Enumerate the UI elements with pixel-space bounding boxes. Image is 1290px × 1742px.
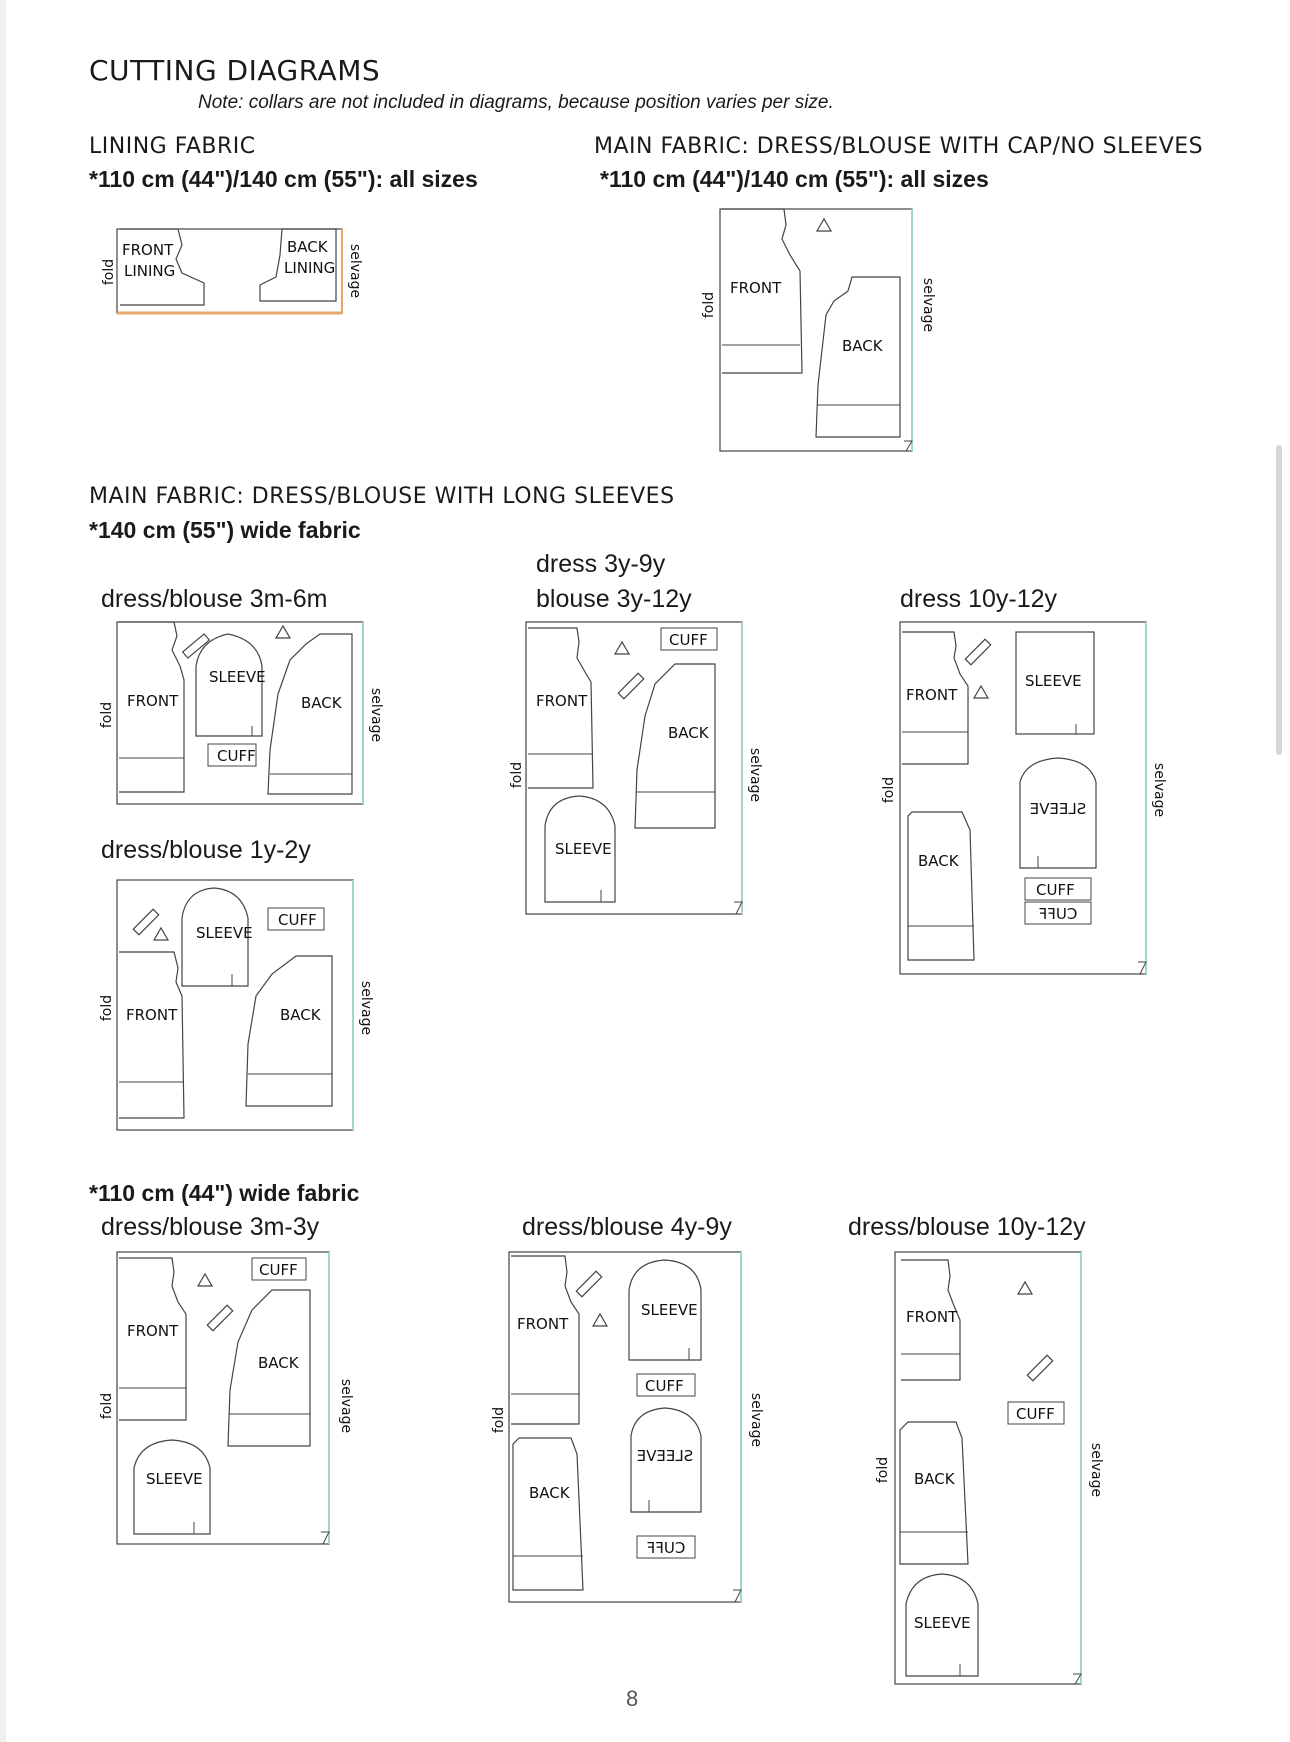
d6-cuff: CUFF [645, 1377, 684, 1395]
d2-label1: dress 3y-9y [536, 550, 666, 578]
d6-front: FRONT [517, 1315, 569, 1333]
d7-cuff: CUFF [1016, 1405, 1055, 1423]
d2-label2: blouse 3y-12y [536, 585, 692, 613]
cap-front-label: FRONT [730, 279, 782, 297]
lining-front-2: LINING [124, 262, 176, 280]
d4-sleeve: SLEEVE [196, 924, 253, 942]
lining-front-1: FRONT [122, 241, 174, 259]
d6-sleeve: SLEEVE [641, 1301, 698, 1319]
d6-cuff-mirrored: CUFF [646, 1539, 686, 1557]
d6-sleeve-mirrored: SLEEVE [636, 1447, 694, 1465]
lining-selvage: selvage [347, 243, 363, 299]
d5-diagram [92, 1250, 372, 1550]
d7-front: FRONT [906, 1308, 958, 1326]
d3-label: dress 10y-12y [900, 585, 1058, 613]
d2-diagram [505, 620, 765, 920]
scrollbar-thumb[interactable] [1276, 445, 1282, 755]
lining-heading: LINING FABRIC [89, 134, 256, 159]
d3-back: BACK [918, 852, 959, 870]
d1-selvage: selvage [368, 687, 384, 743]
d1-label: dress/blouse 3m-6m [101, 585, 328, 613]
cap-selvage: selvage [920, 277, 936, 333]
d7-back: BACK [914, 1470, 955, 1488]
d2-cuff: CUFF [669, 631, 708, 649]
d1-cuff: CUFF [217, 747, 256, 765]
d2-back: BACK [668, 724, 709, 742]
page-note: Note: collars are not included in diagrams, because position varies per size. [198, 92, 834, 113]
cap-heading: MAIN FABRIC: DRESS/BLOUSE WITH CAP/NO SLEEVES [594, 134, 1204, 159]
d5-fold: fold [99, 1392, 115, 1420]
d7-selvage: selvage [1088, 1442, 1104, 1498]
d6-label: dress/blouse 4y-9y [522, 1213, 732, 1241]
d6-selvage: selvage [748, 1392, 764, 1448]
page-title: CUTTING DIAGRAMS [89, 54, 381, 87]
d4-fold: fold [99, 994, 115, 1022]
d2-sleeve: SLEEVE [555, 840, 612, 858]
d5-back: BACK [258, 1354, 299, 1372]
d1-front: FRONT [127, 692, 179, 710]
lining-diagram [100, 225, 363, 315]
lining-back-1: BACK [287, 238, 328, 256]
d2-selvage: selvage [747, 747, 763, 803]
cap-back-label: BACK [842, 337, 883, 355]
d5-sleeve: SLEEVE [146, 1470, 203, 1488]
d3-selvage: selvage [1151, 762, 1167, 818]
d1-diagram [92, 620, 384, 810]
d1-back: BACK [301, 694, 342, 712]
page-left-edge [0, 0, 6, 1742]
d4-diagram [92, 878, 372, 1134]
d5-cuff: CUFF [259, 1261, 298, 1279]
d3-front: FRONT [906, 686, 958, 704]
d3-sleeve: SLEEVE [1025, 672, 1082, 690]
d2-front: FRONT [536, 692, 588, 710]
d3-cuff: CUFF [1036, 881, 1075, 899]
d7-fold: fold [875, 1456, 891, 1484]
lining-back-2: LINING [284, 259, 336, 277]
lining-fold: fold [101, 258, 117, 286]
cap-fold: fold [701, 291, 717, 319]
d3-cuff-mirrored: CUFF [1038, 905, 1078, 923]
long-heading: MAIN FABRIC: DRESS/BLOUSE WITH LONG SLEEVES [89, 484, 675, 509]
d1-sleeve: SLEEVE [209, 668, 266, 686]
d2-fold: fold [509, 761, 525, 789]
long-sub-110: *110 cm (44") wide fabric [89, 1180, 360, 1206]
cap-subheading: *110 cm (44")/140 cm (55"): all sizes [600, 166, 989, 192]
d5-label: dress/blouse 3m-3y [101, 1213, 320, 1241]
page-number: 8 [626, 1686, 639, 1711]
d4-selvage: selvage [358, 980, 374, 1036]
d6-fold: fold [491, 1406, 507, 1434]
d5-selvage: selvage [338, 1378, 354, 1434]
d7-sleeve: SLEEVE [914, 1614, 971, 1632]
d6-diagram [485, 1250, 765, 1610]
d6-back: BACK [529, 1484, 570, 1502]
long-sub-140: *140 cm (55") wide fabric [89, 517, 361, 543]
d4-cuff: CUFF [278, 911, 317, 929]
d3-diagram [870, 620, 1180, 980]
d7-label: dress/blouse 10y-12y [848, 1213, 1086, 1241]
d4-back: BACK [280, 1006, 321, 1024]
d4-label: dress/blouse 1y-2y [101, 836, 311, 864]
d3-sleeve-mirrored: SLEEVE [1029, 800, 1087, 818]
cap-diagram [690, 205, 940, 457]
lining-subheading: *110 cm (44")/140 cm (55"): all sizes [89, 166, 478, 192]
d4-front: FRONT [126, 1006, 178, 1024]
d3-fold: fold [881, 776, 897, 804]
d7-diagram [870, 1250, 1110, 1690]
d1-fold: fold [99, 701, 115, 729]
d5-front: FRONT [127, 1322, 179, 1340]
